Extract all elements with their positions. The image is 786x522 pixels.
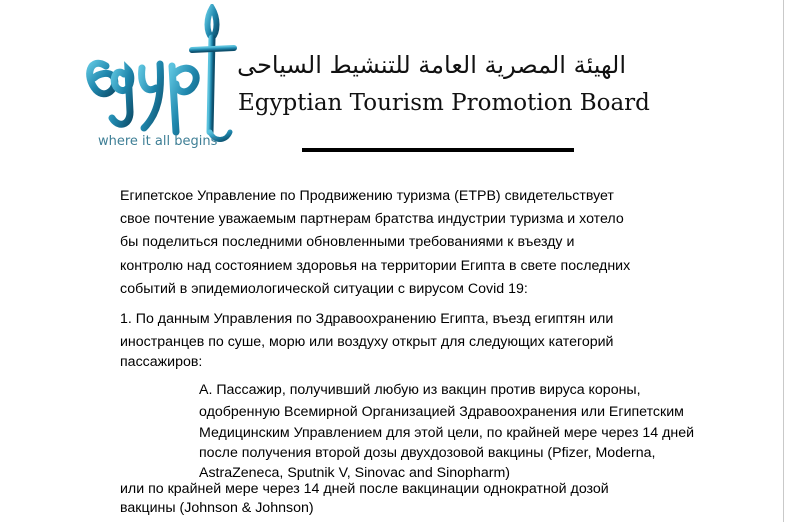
page-edge-divider <box>783 0 784 522</box>
point1-line: 1. По данным Управления по Здравоохранению Египта, въезд египтян или <box>120 311 614 327</box>
intro-line: свое почтение уважаемым партнерам братства индустрии туризма и хотело <box>120 211 624 227</box>
arabic-organization-title: الهيئة المصرية العامة للتنشيط السياحى <box>237 51 626 79</box>
logo-tagline: where it all begins <box>98 134 218 149</box>
continuation-line: вакцины (Johnson & Johnson) <box>120 500 314 516</box>
english-organization-title: Egyptian Tourism Promotion Board <box>238 90 650 116</box>
item-a-line: одобренную Всемирной Организацией Здравоохранения или Египетским <box>199 404 684 420</box>
item-a-line: после получения второй дозы двухдозовой вакцины (Pfizer, Moderna, <box>199 445 656 461</box>
header-divider <box>302 148 574 152</box>
intro-line: событий в эпидемиологической ситуации с вирусом Covid 19: <box>120 281 528 297</box>
egypt-logo <box>84 4 244 156</box>
intro-line: контролю над состоянием здоровья на территории Египта в свете последних <box>120 258 631 274</box>
item-a-line: Медицинским Управлением для этой цели, по крайней мере через 14 дней <box>199 425 695 441</box>
intro-line: бы поделиться последними обновленными требованиями к въезду и <box>120 234 575 250</box>
continuation-line: или по крайней мере через 14 дней после вакцинации однократной дозой <box>120 481 609 497</box>
point1-line: пассажиров: <box>120 354 203 370</box>
intro-line: Египетское Управление по Продвижению туризма (ETPB) свидетельствует <box>120 188 614 204</box>
point1-line: иностранцев по суше, морю или воздуху открыт для следующих категорий <box>120 334 614 350</box>
item-a-line: А. Пассажир, получивший любую из вакцин против вируса короны, <box>199 382 641 398</box>
item-a-line: AstraZeneca, Sputnik V, Sinovac and Sinopharm) <box>199 465 510 481</box>
